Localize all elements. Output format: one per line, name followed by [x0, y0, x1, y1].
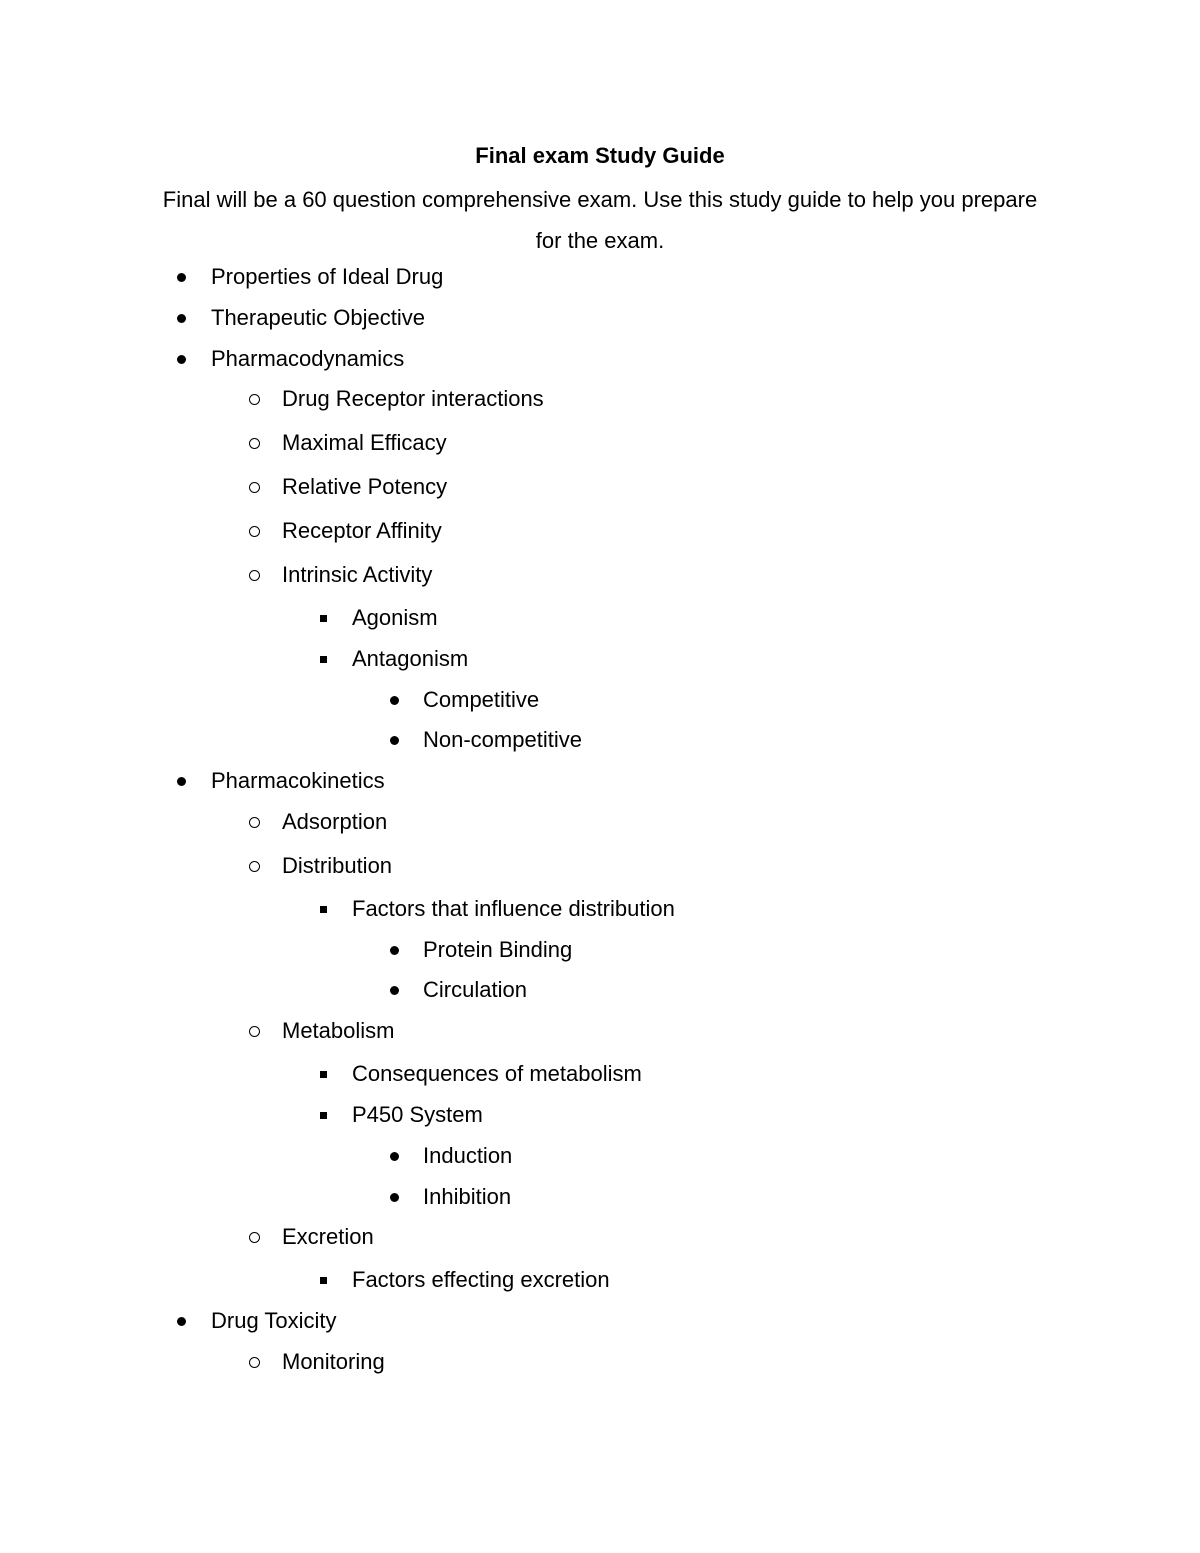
bullet-dot-icon — [384, 935, 404, 965]
bullet-dot-icon — [171, 1306, 191, 1336]
bullet-square-icon — [313, 1265, 333, 1295]
outline-item-label: Therapeutic Objective — [211, 305, 425, 330]
bullet-square-icon — [313, 1100, 333, 1130]
outline-item-label: Circulation — [423, 977, 527, 1002]
bullet-square-icon — [313, 1059, 333, 1089]
outline-item-label: Intrinsic Activity — [282, 562, 433, 587]
outline-item-label: Monitoring — [282, 1349, 385, 1374]
outline-item-label: Pharmacokinetics — [211, 768, 385, 793]
bullet-circle-icon — [244, 472, 264, 502]
bullet-circle-icon — [244, 428, 264, 458]
bullet-dot-icon — [171, 303, 191, 333]
outline-item-label: Drug Receptor interactions — [282, 386, 544, 411]
bullet-dot-icon — [171, 344, 191, 374]
outline-item-label: Factors that influence distribution — [352, 896, 675, 921]
outline-item-label: Non-competitive — [423, 727, 582, 752]
outline-item-label: P450 System — [352, 1102, 483, 1127]
bullet-circle-icon — [244, 807, 264, 837]
bullet-dot-icon — [171, 262, 191, 292]
outline-item-label: Metabolism — [282, 1018, 395, 1043]
bullet-circle-icon — [244, 1016, 264, 1046]
outline-item-label: Protein Binding — [423, 937, 573, 962]
bullet-dot-icon — [384, 1182, 404, 1212]
outline-item-label: Pharmacodynamics — [211, 346, 405, 371]
outline-item-label: Adsorption — [282, 809, 388, 834]
bullet-square-icon — [313, 603, 333, 633]
bullet-square-icon — [313, 894, 333, 924]
outline-item-label: Competitive — [423, 687, 540, 712]
bullet-circle-icon — [244, 516, 264, 546]
outline-item-label: Relative Potency — [282, 474, 448, 499]
outline-item-label: Factors effecting excretion — [352, 1267, 610, 1292]
bullet-circle-icon — [244, 1347, 264, 1377]
bullet-circle-icon — [244, 560, 264, 590]
outline-item-label: Excretion — [282, 1224, 374, 1249]
outline-item-label: Inhibition — [423, 1184, 512, 1209]
bullet-circle-icon — [244, 1222, 264, 1252]
bullet-dot-icon — [384, 1141, 404, 1171]
outline-item-label: Induction — [423, 1143, 513, 1168]
outline-item-label: Antagonism — [352, 646, 469, 671]
bullet-circle-icon — [244, 384, 264, 414]
outline-item-label: Drug Toxicity — [211, 1308, 337, 1333]
outline-item-label: Distribution — [282, 853, 393, 878]
bullet-dot-icon — [384, 725, 404, 755]
outline-item-label: Consequences of metabolism — [352, 1061, 642, 1086]
bullet-dot-icon — [171, 766, 191, 796]
outline-item-label: Agonism — [352, 605, 438, 630]
bullet-square-icon — [313, 644, 333, 674]
document-title: Final exam Study Guide — [475, 143, 725, 168]
outline-item-label: Receptor Affinity — [282, 518, 442, 543]
bullet-circle-icon — [244, 851, 264, 881]
bullet-dot-icon — [384, 975, 404, 1005]
outline-item-label: Maximal Efficacy — [282, 430, 447, 455]
document-intro: Final will be a 60 question comprehensive exam. Use this study guide to help you prepare for the exam. — [162, 187, 1038, 253]
bullet-dot-icon — [384, 685, 404, 715]
outline-item-label: Properties of Ideal Drug — [211, 264, 444, 289]
